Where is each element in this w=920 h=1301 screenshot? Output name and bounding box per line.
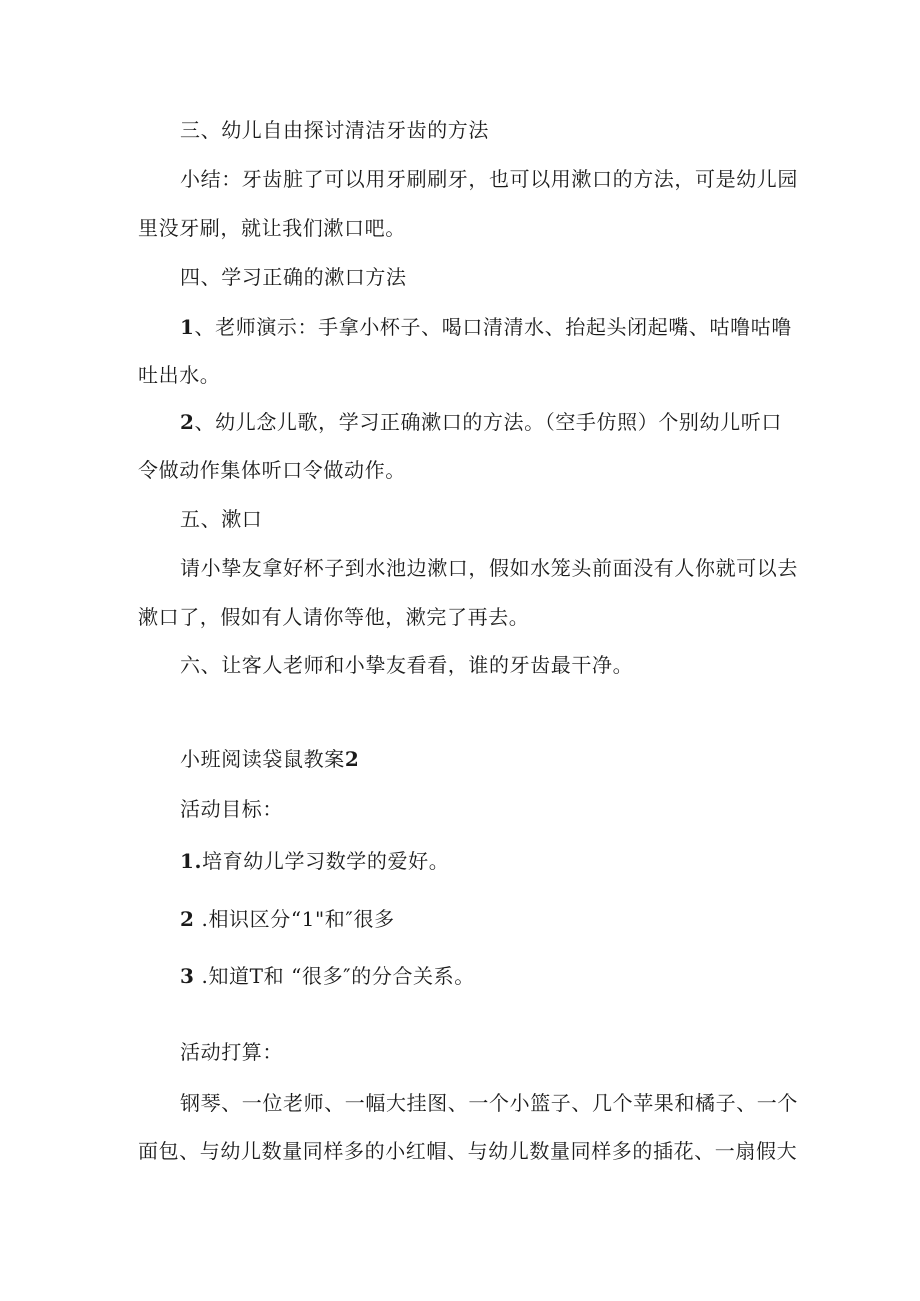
materials-line1 [180,1091,798,1115]
line-text: .知道T和 “很多″的分合关系。 [194,964,475,988]
line-text: 五、漱口 [180,507,263,531]
line-text: 小班阅读袋鼠教案 [180,747,345,771]
item-number: 2 [180,907,195,931]
goal-item-3 [180,964,475,988]
section-heading-5 [180,507,262,531]
line-text: 培育幼儿学习数学的爱好。 [202,849,450,873]
line-text: 面包、与幼儿数量同样多的小红帽、与幼儿数量同样多的插花、一扇假大 [138,1139,798,1163]
item-number: 1. [180,849,203,873]
lesson-number: 2 [344,747,360,771]
line-text: .相识区分“1"和″很多 [194,907,395,931]
line-text: 活动打算： [180,1040,283,1064]
line-text: 三、幼儿自由探讨清洁牙齿的方法 [180,118,489,142]
list-item-1-line2 [138,363,220,387]
line-text: 令做动作集体听口令做动作。 [138,458,406,482]
paragraph-rinse-line2 [138,605,529,629]
list-item-1-line1 [180,315,792,339]
section-heading-4 [180,265,407,289]
line-text: 吐出水。 [138,363,221,387]
line-text: 里没牙刷，就让我们漱口吧。 [138,216,406,240]
paragraph-summary-line2 [138,216,406,240]
line-text: 漱口了，假如有人请你等他，漱完了再去。 [138,605,530,629]
item-number: 2 [180,410,195,434]
line-text: 六、让客人老师和小挚友看看，谁的牙齿最干净。 [180,653,634,677]
line-text: 四、学习正确的漱口方法 [180,265,407,289]
list-item-2-line1 [180,410,782,434]
line-text: 、幼儿念儿歌，学习正确漱口的方法。（空手仿照）个别幼儿听口 [194,410,782,434]
activity-prep-heading [180,1040,283,1064]
line-text: 钢琴、一位老师、一幅大挂图、一个小篮子、几个苹果和橘子、一个 [180,1091,798,1115]
line-text: 请小挚友拿好杯子到水池边漱口，假如水笼头前面没有人你就可以去 [180,556,798,580]
line-text: 、老师演示：手拿小杯子、喝口清清水、抬起头闭起嘴、咕噜咕噜 [194,315,792,339]
item-number: 3 [180,964,195,988]
item-number: 1 [180,315,195,339]
line-text: 活动目标： [180,797,283,821]
goal-item-2 [180,907,395,931]
lesson-title [180,747,359,771]
list-item-2-line2 [138,458,406,482]
paragraph-rinse-line1 [180,556,798,580]
goal-item-1 [180,849,449,873]
activity-goals-heading [180,797,283,821]
section-heading-3 [180,118,489,142]
paragraph-summary-line1 [180,167,798,191]
line-text: 小结：牙齿脏了可以用牙刷刷牙，也可以用漱口的方法，可是幼儿园 [180,167,798,191]
section-heading-6 [180,653,633,677]
materials-line2 [138,1139,797,1163]
